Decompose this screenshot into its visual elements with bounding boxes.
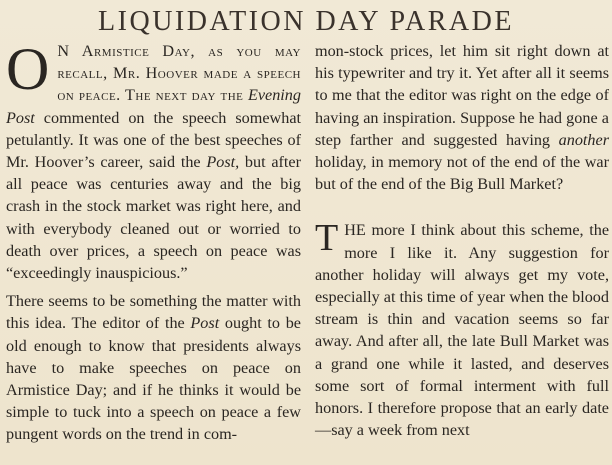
paragraph-1 [6,36,301,284]
drop-cap-t: T [315,217,339,260]
paragraph-2-italic: Post [190,314,220,333]
article-title: LIQUIDATION DAY PARADE [98,6,514,37]
paragraph-3-text-b: holiday, in memory not of the end of the war but of the end of the Big Bull Market? [315,153,609,194]
paragraph-1-italic-2: Post, [206,153,240,172]
paragraph-3 [315,40,609,195]
paragraph-2 [6,290,301,445]
paragraph-3-text-a: mon-stock prices, let him sit right down at his typewriter and try it. Yet after all it seems to me that the editor was right on the edge of having an inspiration. Suppose he had gone a step farther and suggested having [315,42,609,149]
paragraph-4 [315,219,609,441]
paragraph-1-text-c: but after all peace was centuries away and the big crash in the stock market was right here, and with everybody cleaned out or worried to death over prices, a speech on peace was “exceedingly inauspicious.” [6,153,301,283]
paragraph-1-lead: N Armistice Day, as you may recall, Mr. Hoover made a speech on peace. The next day the [57,42,301,105]
paragraph-2-text-b: ought to be old enough to know that presidents always have to make speeches on peace on Armistice Day; and if he thinks it would be simple to tuck into a speech on peace a few pungent words on the trend in com- [6,314,301,444]
drop-cap-o: O [6,36,50,102]
paragraph-1-text-b: commented on the speech somewhat petulantly. It was one of the best speeches of Mr. Hoover’s career, said the [6,108,301,172]
paragraph-3-italic: another [558,130,609,149]
paragraph-1-italic-1: Evening Post [6,86,301,127]
left-column [6,36,301,446]
paragraph-4-text: HE more I think about this scheme, the more I like it. Any suggestion for another holiday will always get my vote, especially at this time of year when the blood stream is thin and vacation seems so far away. And after all, the late Bull Market was a grand one while it lasted, and deserves some sort of formal interment with full honors. I therefore propose that an early date—say a week from next [315,221,609,440]
paragraph-2-text-a: There seems to be something the matter with this idea. The editor of the [6,292,301,333]
right-column [315,40,609,441]
